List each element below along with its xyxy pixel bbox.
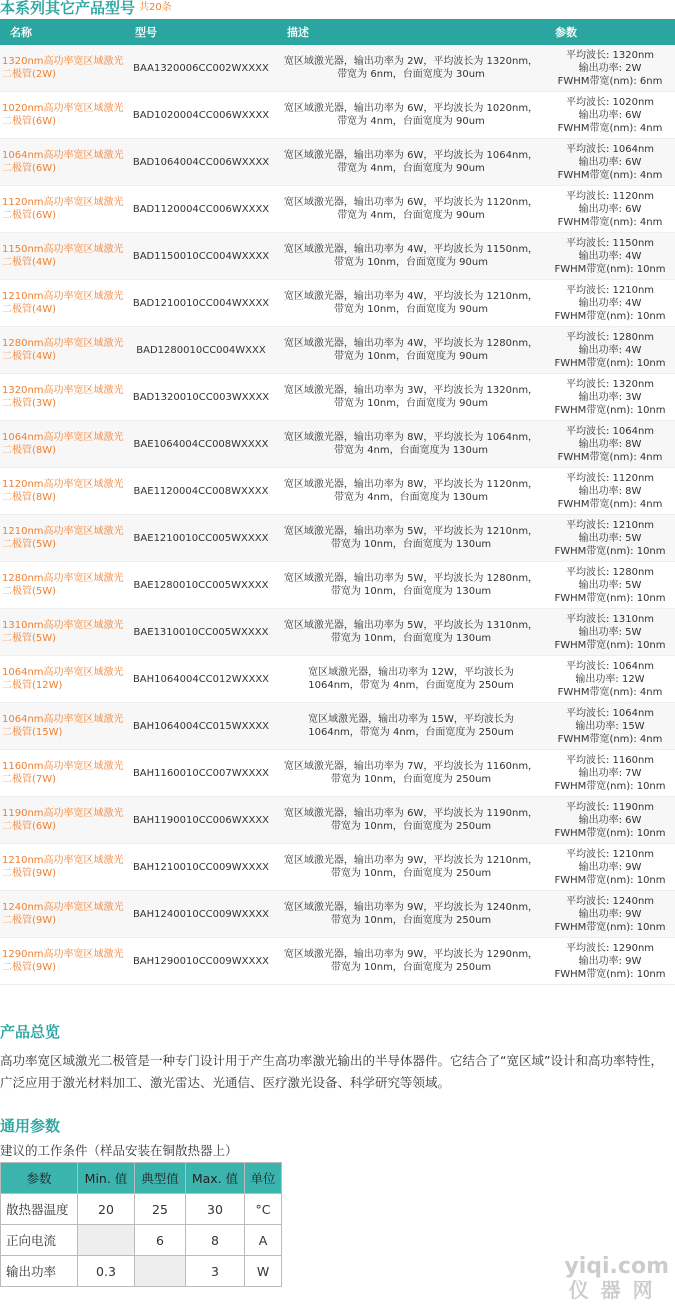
product-description: 宽区域激光器，输出功率为 15W，平均波长为 1064nm，带宽为 4nm，台面宽度为 250um [277,703,545,750]
product-model: BAE1280010CC005WXXXX [125,562,277,609]
param-power: 输出功率: 3W [578,391,642,403]
param-fwhm: FWHM带宽(nm): 10nm [554,592,666,604]
product-row [0,515,675,562]
param-fwhm: FWHM带宽(nm): 4nm [557,122,663,134]
product-description: 宽区域激光器，输出功率为 5W，平均波长为 1280nm，带宽为 10nm，台面宽度为 130um [277,562,545,609]
product-params [545,421,675,468]
param-wavelength: 平均波长: 1280nm [565,331,655,343]
spec-table-header [1,1163,282,1194]
param-wavelength: 平均波长: 1064nm [565,660,655,672]
spec-header-param: 参数 [1,1163,78,1194]
spec-row [1,1256,282,1287]
product-row [0,233,675,280]
overview-title: 产品总览 [0,1023,61,1041]
product-description: 宽区域激光器，输出功率为 7W，平均波长为 1160nm，带宽为 10nm，台面宽度为 250um [277,750,545,797]
product-description: 宽区域激光器，输出功率为 9W，平均波长为 1240nm，带宽为 10nm，台面宽度为 250um [277,891,545,938]
product-model: BAD1210010CC004WXXXX [125,280,277,327]
param-fwhm: FWHM带宽(nm): 4nm [557,686,663,698]
product-model: BAH1290010CC009WXXXX [125,938,277,985]
product-name-link[interactable]: 1210nm高功率宽区域激光二极管(4W) [0,280,125,327]
product-model: BAD1150010CC004WXXXX [125,233,277,280]
product-model: BAD1320010CC003WXXXX [125,374,277,421]
product-name-link[interactable]: 1290nm高功率宽区域激光二极管(9W) [0,938,125,985]
product-description: 宽区域激光器，输出功率为 3W，平均波长为 1320nm，带宽为 10nm，台面宽度为 90um [277,374,545,421]
param-wavelength: 平均波长: 1064nm [565,707,655,719]
param-wavelength: 平均波长: 1160nm [565,754,655,766]
product-params [545,45,675,92]
watermark-line1: yiqi.com [564,1254,669,1279]
spec-table [0,1162,282,1287]
series-section-title [0,0,172,16]
param-power: 输出功率: 12W [575,673,645,685]
spec-header-max: Max. 值 [186,1163,245,1194]
product-name-link[interactable]: 1120nm高功率宽区域激光二极管(6W) [0,186,125,233]
product-description: 宽区域激光器，输出功率为 4W，平均波长为 1150nm，带宽为 10nm，台面宽度为 90um [277,233,545,280]
param-fwhm: FWHM带宽(nm): 4nm [557,169,663,181]
spec-cell: A [245,1225,282,1256]
param-fwhm: FWHM带宽(nm): 4nm [557,733,663,745]
product-row [0,374,675,421]
product-row [0,280,675,327]
param-wavelength: 平均波长: 1240nm [565,895,655,907]
product-row [0,609,675,656]
param-fwhm: FWHM带宽(nm): 4nm [557,216,663,228]
series-title-text: 本系列其它产品型号 [0,0,136,17]
product-row [0,468,675,515]
product-name-link[interactable]: 1150nm高功率宽区域激光二极管(4W) [0,233,125,280]
product-description: 宽区域激光器，输出功率为 6W，平均波长为 1190nm，带宽为 10nm，台面宽度为 250um [277,797,545,844]
param-fwhm: FWHM带宽(nm): 10nm [554,780,666,792]
product-params [545,327,675,374]
product-model: BAD1280010CC004WXXX [125,327,277,374]
param-wavelength: 平均波长: 1020nm [565,96,655,108]
param-power: 输出功率: 8W [578,438,642,450]
spec-cell: 8 [186,1225,245,1256]
product-params [545,656,675,703]
product-params [545,92,675,139]
product-name-link[interactable]: 1020nm高功率宽区域激光二极管(6W) [0,92,125,139]
spec-cell: 20 [78,1194,135,1225]
product-row [0,92,675,139]
spec-cell: W [245,1256,282,1287]
header-desc: 描述 [277,19,545,45]
param-wavelength: 平均波长: 1210nm [565,848,655,860]
product-model: BAH1064004CC015WXXXX [125,703,277,750]
param-wavelength: 平均波长: 1064nm [565,425,655,437]
spec-cell: 正向电流 [1,1225,78,1256]
param-wavelength: 平均波长: 1320nm [565,49,655,61]
product-description: 宽区域激光器，输出功率为 9W，平均波长为 1210nm，带宽为 10nm，台面宽度为 250um [277,844,545,891]
param-fwhm: FWHM带宽(nm): 10nm [554,310,666,322]
param-fwhm: FWHM带宽(nm): 4nm [557,498,663,510]
product-model: BAD1064004CC006WXXXX [125,139,277,186]
product-name-link[interactable]: 1160nm高功率宽区域激光二极管(7W) [0,750,125,797]
spec-row [1,1194,282,1225]
param-power: 输出功率: 4W [578,250,642,262]
param-fwhm: FWHM带宽(nm): 10nm [554,968,666,980]
param-power: 输出功率: 5W [578,626,642,638]
param-fwhm: FWHM带宽(nm): 6nm [557,75,663,87]
param-power: 输出功率: 2W [578,62,642,74]
param-wavelength: 平均波长: 1280nm [565,566,655,578]
product-table [0,19,675,985]
spec-row [1,1225,282,1256]
product-params [545,750,675,797]
product-row [0,421,675,468]
product-name-link[interactable]: 1320nm高功率宽区域激光二极管(2W) [0,45,125,92]
param-fwhm: FWHM带宽(nm): 10nm [554,545,666,557]
product-params [545,186,675,233]
param-fwhm: FWHM带宽(nm): 4nm [557,451,663,463]
spec-cell: 30 [186,1194,245,1225]
param-wavelength: 平均波长: 1320nm [565,378,655,390]
spec-cell: 25 [135,1194,186,1225]
param-power: 输出功率: 9W [578,908,642,920]
product-model: BAE1120004CC008WXXXX [125,468,277,515]
product-model: BAA1320006CC002WXXXX [125,45,277,92]
watermark-line2: 仪器网 [568,1278,665,1302]
product-description: 宽区域激光器，输出功率为 4W，平均波长为 1280nm，带宽为 10nm，台面宽度为 90um [277,327,545,374]
product-row [0,750,675,797]
product-row [0,327,675,374]
general-params-title: 通用参数 [0,1117,61,1135]
series-count: 共20条 [139,2,172,13]
product-model: BAE1310010CC005WXXXX [125,609,277,656]
product-params [545,280,675,327]
product-model: BAH1064004CC012WXXXX [125,656,277,703]
param-power: 输出功率: 4W [578,344,642,356]
product-name-link[interactable]: 1280nm高功率宽区域激光二极管(4W) [0,327,125,374]
product-params [545,844,675,891]
conditions-note: 建议的工作条件（样品安装在铜散热器上） [0,1143,238,1158]
product-name-link[interactable]: 1190nm高功率宽区域激光二极管(6W) [0,797,125,844]
product-description: 宽区域激光器，输出功率为 6W，平均波长为 1020nm，带宽为 4nm，台面宽度为 90um [277,92,545,139]
product-row [0,562,675,609]
product-model: BAD1120004CC006WXXXX [125,186,277,233]
product-row [0,703,675,750]
product-name-link[interactable]: 1310nm高功率宽区域激光二极管(5W) [0,609,125,656]
product-table-header [0,19,675,45]
param-wavelength: 平均波长: 1310nm [565,613,655,625]
product-model: BAH1160010CC007WXXXX [125,750,277,797]
param-power: 输出功率: 6W [578,814,642,826]
param-fwhm: FWHM带宽(nm): 10nm [554,404,666,416]
spec-header-min: Min. 值 [78,1163,135,1194]
product-name-link[interactable]: 1240nm高功率宽区域激光二极管(9W) [0,891,125,938]
product-params [545,609,675,656]
header-params: 参数 [545,19,675,45]
spec-cell: 0.3 [78,1256,135,1287]
spec-cell: 3 [186,1256,245,1287]
product-row [0,797,675,844]
product-description: 宽区域激光器，输出功率为 6W，平均波长为 1064nm，带宽为 4nm，台面宽度为 90um [277,139,545,186]
product-name-link[interactable]: 1280nm高功率宽区域激光二极管(5W) [0,562,125,609]
product-name-link[interactable]: 1064nm高功率宽区域激光二极管(15W) [0,703,125,750]
product-row [0,844,675,891]
product-name-link[interactable]: 1210nm高功率宽区域激光二极管(5W) [0,515,125,562]
param-fwhm: FWHM带宽(nm): 10nm [554,357,666,369]
param-fwhm: FWHM带宽(nm): 10nm [554,263,666,275]
product-params [545,233,675,280]
product-params [545,938,675,985]
product-description: 宽区域激光器，输出功率为 8W，平均波长为 1120nm，带宽为 4nm，台面宽度为 130um [277,468,545,515]
product-row [0,186,675,233]
param-wavelength: 平均波长: 1120nm [565,190,655,202]
product-model: BAD1020004CC006WXXXX [125,92,277,139]
product-params [545,515,675,562]
product-row [0,656,675,703]
spec-cell: 输出功率 [1,1256,78,1287]
spec-cell: °C [245,1194,282,1225]
product-description: 宽区域激光器，输出功率为 5W，平均波长为 1210nm，带宽为 10nm，台面宽度为 130um [277,515,545,562]
product-description: 宽区域激光器，输出功率为 12W，平均波长为 1064nm，带宽为 4nm，台面宽度为 250um [277,656,545,703]
product-row [0,938,675,985]
product-name-link[interactable]: 1064nm高功率宽区域激光二极管(8W) [0,421,125,468]
header-model: 型号 [125,19,277,45]
product-model: BAH1210010CC009WXXXX [125,844,277,891]
param-fwhm: FWHM带宽(nm): 10nm [554,874,666,886]
param-fwhm: FWHM带宽(nm): 10nm [554,921,666,933]
product-row [0,891,675,938]
product-description: 宽区域激光器，输出功率为 8W，平均波长为 1064nm，带宽为 4nm，台面宽度为 130um [277,421,545,468]
header-name: 名称 [0,19,125,45]
product-model: BAE1210010CC005WXXXX [125,515,277,562]
product-model: BAH1190010CC006WXXXX [125,797,277,844]
product-description: 宽区域激光器，输出功率为 4W，平均波长为 1210nm，带宽为 10nm，台面宽度为 90um [277,280,545,327]
watermark-logo [564,1256,669,1302]
param-power: 输出功率: 5W [578,579,642,591]
param-power: 输出功率: 15W [575,720,645,732]
product-description: 宽区域激光器，输出功率为 6W，平均波长为 1120nm，带宽为 4nm，台面宽度为 90um [277,186,545,233]
product-row [0,139,675,186]
product-description: 宽区域激光器，输出功率为 2W，平均波长为 1320nm，带宽为 6nm，台面宽度为 30um [277,45,545,92]
param-power: 输出功率: 7W [578,767,642,779]
product-params [545,797,675,844]
product-name-link[interactable]: 1064nm高功率宽区域激光二极管(12W) [0,656,125,703]
param-power: 输出功率: 5W [578,532,642,544]
spec-cell: 6 [135,1225,186,1256]
product-model: BAH1240010CC009WXXXX [125,891,277,938]
product-description: 宽区域激光器，输出功率为 9W，平均波长为 1290nm，带宽为 10nm，台面宽度为 250um [277,938,545,985]
spec-cell [135,1256,186,1287]
param-wavelength: 平均波长: 1210nm [565,519,655,531]
product-params [545,139,675,186]
product-name-link[interactable]: 1210nm高功率宽区域激光二极管(9W) [0,844,125,891]
spec-header-typ: 典型值 [135,1163,186,1194]
param-wavelength: 平均波长: 1064nm [565,143,655,155]
overview-text: 高功率宽区域激光二极管是一种专门设计用于产生高功率激光输出的半导体器件。它结合了“宽区域”设计和高功率特性，广泛应用于激光材料加工、激光雷达、光通信、医疗激光设备、科学研究等领域。 [0,1053,663,1090]
product-params [545,891,675,938]
product-params [545,562,675,609]
param-wavelength: 平均波长: 1210nm [565,284,655,296]
spec-cell: 散热器温度 [1,1194,78,1225]
param-wavelength: 平均波长: 1150nm [565,237,655,249]
param-power: 输出功率: 6W [578,109,642,121]
param-power: 输出功率: 9W [578,861,642,873]
param-fwhm: FWHM带宽(nm): 10nm [554,639,666,651]
product-name-link[interactable]: 1320nm高功率宽区域激光二极管(3W) [0,374,125,421]
param-power: 输出功率: 4W [578,297,642,309]
product-params [545,703,675,750]
product-name-link[interactable]: 1120nm高功率宽区域激光二极管(8W) [0,468,125,515]
param-power: 输出功率: 9W [578,955,642,967]
product-params [545,468,675,515]
param-power: 输出功率: 6W [578,203,642,215]
param-power: 输出功率: 8W [578,485,642,497]
product-params [545,374,675,421]
product-name-link[interactable]: 1064nm高功率宽区域激光二极管(6W) [0,139,125,186]
param-wavelength: 平均波长: 1290nm [565,942,655,954]
param-fwhm: FWHM带宽(nm): 10nm [554,827,666,839]
param-wavelength: 平均波长: 1120nm [565,472,655,484]
product-description: 宽区域激光器，输出功率为 5W，平均波长为 1310nm，带宽为 10nm，台面宽度为 130um [277,609,545,656]
param-power: 输出功率: 6W [578,156,642,168]
product-model: BAE1064004CC008WXXXX [125,421,277,468]
spec-header-unit: 单位 [245,1163,282,1194]
product-row [0,45,675,92]
param-wavelength: 平均波长: 1190nm [565,801,655,813]
spec-cell [78,1225,135,1256]
